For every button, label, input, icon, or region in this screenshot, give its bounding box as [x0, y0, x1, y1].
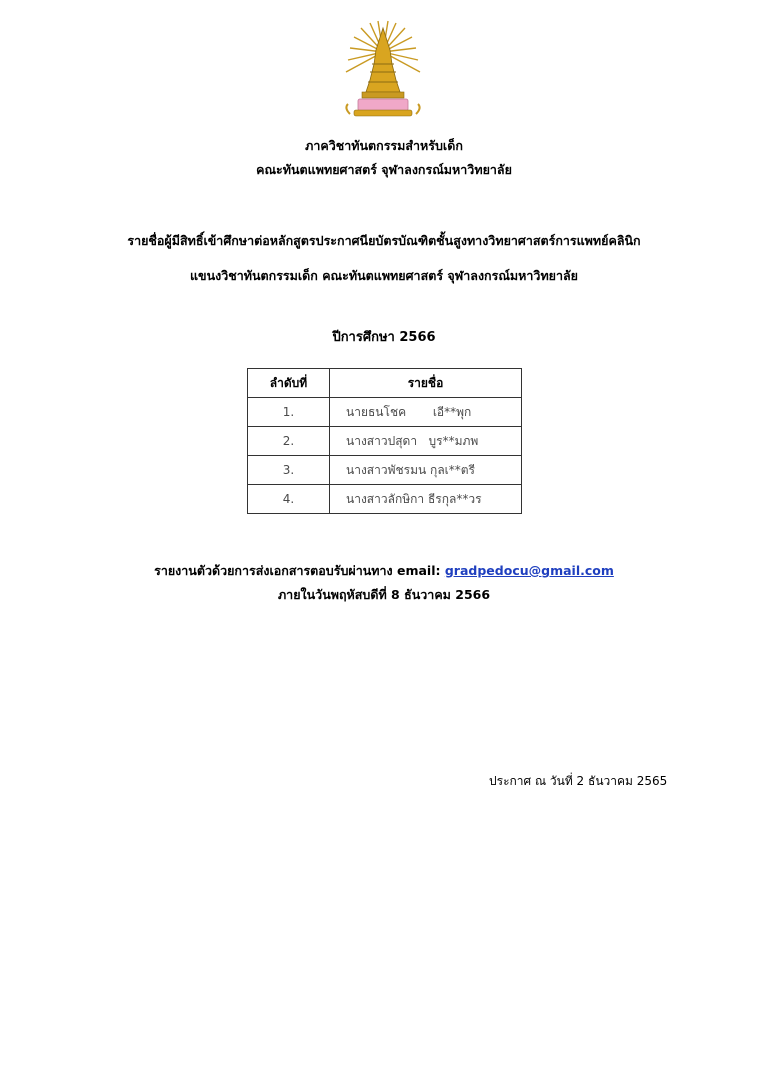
report-deadline: ภายในวันพฤหัสบดีที่ 8 ธันวาคม 2566 — [277, 587, 491, 602]
report-text: รายงานตัวด้วยการส่งเอกสารตอบรับผ่านทาง email: — [154, 563, 445, 578]
email-link[interactable]: gradpedocu@gmail.com — [444, 563, 614, 578]
student-name — [330, 456, 522, 485]
row-number: 2. — [248, 427, 330, 456]
academic-year: ปีการศึกษา 2566 — [332, 330, 436, 345]
first-name: นายธนโชค — [346, 404, 407, 419]
table-row — [248, 427, 522, 456]
document-title-line-2: แขนงวิชาทันตกรรมเด็ก คณะทันตแพทยศาสตร์ จุฬาลงกรณ์มหาวิทยาลัย — [189, 268, 579, 283]
row-number: 3. — [248, 456, 330, 485]
first-name: นางสาวพัชรมน — [346, 462, 427, 477]
document-title-line-1: รายชื่อผู้มีสิทธิ์เข้าศึกษาต่อหลักสูตรประกาศนียบัตรบัณฑิตชั้นสูงทางวิทยาศาสตร์การแพทย์คลินิก — [127, 233, 641, 248]
student-name — [330, 427, 522, 456]
column-header-order: ลำดับที่ — [248, 369, 330, 398]
table-row — [248, 456, 522, 485]
surname: บูร**มภพ — [428, 433, 479, 448]
first-name: นางสาวปสุดา — [346, 433, 418, 448]
table-row — [248, 485, 522, 514]
row-number: 4. — [248, 485, 330, 514]
student-name — [330, 485, 522, 514]
department-name: ภาควิชาทันตกรรมสำหรับเด็ก — [305, 138, 463, 153]
table-header-row — [248, 369, 522, 398]
surname: กุลเ**ตรี — [430, 462, 476, 477]
admitted-students-table — [247, 368, 522, 514]
report-instruction — [0, 561, 768, 581]
announcement-date: ประกาศ ณ วันที่ 2 ธันวาคม 2565 — [489, 774, 668, 788]
surname: ธีรกุล**วร — [427, 491, 482, 506]
column-header-name: รายชื่อ — [330, 369, 522, 398]
table-row — [248, 398, 522, 427]
university-logo-icon — [340, 20, 426, 120]
student-name — [330, 398, 522, 427]
row-number: 1. — [248, 398, 330, 427]
surname: เอี**พุก — [432, 404, 472, 419]
faculty-name: คณะทันตแพทยศาสตร์ จุฬาลงกรณ์มหาวิทยาลัย — [256, 162, 512, 177]
first-name: นางสาวลักษิกา — [346, 491, 425, 506]
